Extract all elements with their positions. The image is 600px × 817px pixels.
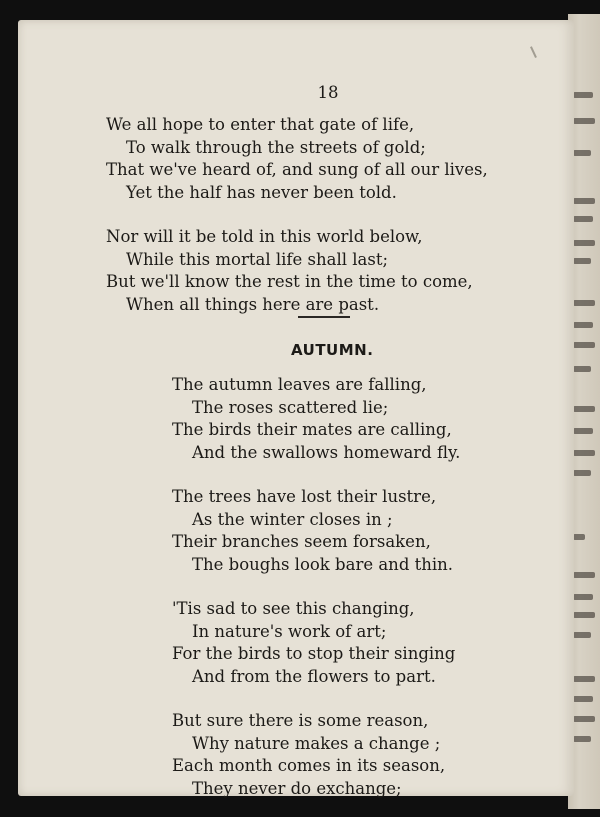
poem-title: AUTUMN. — [291, 341, 374, 359]
bleed-through-text — [573, 696, 593, 702]
bleed-through-text — [573, 216, 593, 222]
poem-line: When all things here are past. — [126, 294, 380, 314]
poem-line: Their branches seem forsaken, — [172, 532, 431, 551]
bleed-through-text — [573, 118, 595, 124]
poem-line: But we'll know the rest in the time to come, — [106, 272, 473, 291]
poem-line: Yet the half has never been told. — [126, 182, 397, 202]
autumn-stanza-2 — [172, 486, 460, 576]
bleed-through-text — [573, 406, 595, 412]
poem-line: As the winter closes in ; — [192, 509, 393, 529]
poem-line: But sure there is some reason, — [172, 711, 429, 730]
poem-line: The roses scattered lie; — [192, 397, 389, 417]
bleed-through-text — [573, 240, 595, 246]
poem-line: 'Tis sad to see this changing, — [172, 599, 415, 618]
first-poem-stanza-2 — [106, 226, 488, 316]
bleed-through-text — [573, 150, 591, 156]
poem-line: The trees have lost their lustre, — [172, 487, 437, 506]
poem-line: The autumn leaves are falling, — [172, 375, 427, 394]
bleed-through-text — [573, 198, 595, 204]
bleed-through-text — [573, 612, 595, 618]
poem-line: They never do exchange; — [192, 778, 402, 798]
bleed-through-text — [573, 258, 591, 264]
page-number: 18 — [317, 83, 339, 102]
first-poem-stanza-1 — [106, 114, 488, 204]
poem-line: The boughs look bare and thin. — [192, 554, 454, 574]
autumn-stanza-4 — [172, 710, 460, 800]
autumn-stanza-1 — [172, 374, 460, 464]
poem-line: Why nature makes a change ; — [192, 733, 441, 753]
bleed-through-text — [573, 342, 595, 348]
poem-line: For the birds to stop their singing — [172, 644, 456, 663]
autumn-poem — [172, 374, 460, 817]
section-divider — [298, 316, 350, 318]
bleed-through-text — [573, 676, 595, 682]
bleed-through-text — [573, 632, 591, 638]
poem-line: In nature's work of art; — [192, 621, 387, 641]
poem-line: And from the flowers to part. — [192, 666, 436, 686]
bleed-through-text — [573, 470, 591, 476]
bleed-through-text — [573, 300, 595, 306]
first-poem — [106, 114, 488, 338]
poem-line: We all hope to enter that gate of life, — [106, 115, 415, 134]
poem-line: While this mortal life shall last; — [126, 249, 389, 269]
bleed-through-text — [573, 450, 595, 456]
bleed-through-text — [573, 534, 585, 540]
bleed-through-text — [573, 322, 593, 328]
bleed-through-text — [573, 366, 591, 372]
poem-line: And the swallows homeward fly. — [192, 442, 461, 462]
poem-line: Each month comes in its season, — [172, 756, 446, 775]
bleed-through-text — [573, 594, 593, 600]
bleed-through-text — [573, 736, 591, 742]
bleed-through-text — [573, 572, 595, 578]
poem-line: That we've heard of, and sung of all our lives, — [106, 160, 488, 179]
autumn-stanza-3 — [172, 598, 460, 688]
bleed-through-text — [573, 428, 593, 434]
poem-line: To walk through the streets of gold; — [126, 137, 426, 157]
poem-line: The birds their mates are calling, — [172, 420, 452, 439]
poem-line: Nor will it be told in this world below, — [106, 227, 423, 246]
bleed-through-text — [573, 716, 595, 722]
